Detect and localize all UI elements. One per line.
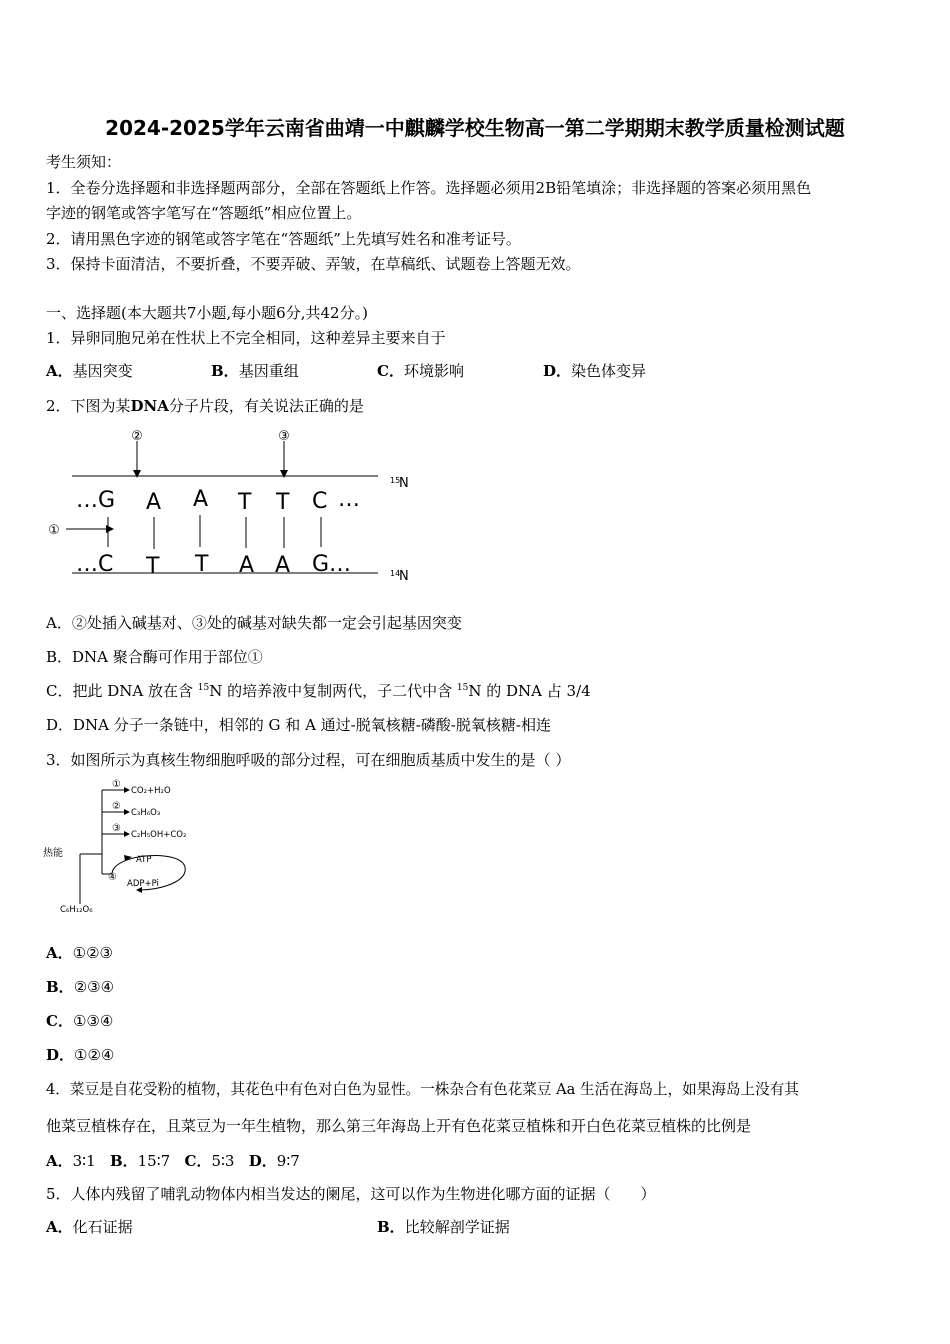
q3-option-c[interactable]: C．①③④ — [46, 1012, 114, 1030]
page-title: 2024-2025学年云南省曲靖一中麒麟学校生物高一第二学期期末教学质量检测试题 — [105, 116, 845, 140]
top-base-2: A — [146, 490, 162, 515]
respiration-diagram — [40, 774, 240, 916]
q4-option-d[interactable]: D．9∶7 — [248, 1152, 300, 1170]
q4-options — [46, 1150, 300, 1171]
marker-3: ③ — [278, 429, 290, 444]
marker-2-resp: ② — [112, 801, 121, 812]
q2-option-a[interactable]: A．②处插入碱基对、③处的碱基对缺失都一定会引起基因突变 — [46, 614, 462, 632]
notice-item-1a: 1．全卷分选择题和非选择题两部分，全部在答题纸上作答。选择题必须用2B铅笔填涂；非选择题的答案必须用黑色 — [46, 179, 812, 197]
notice-heading: 考生须知： — [46, 153, 122, 171]
bottom-label: N — [399, 569, 409, 584]
top-base-6: C — [312, 489, 328, 514]
q2-option-d[interactable]: D．DNA 分子一条链中，相邻的 G 和 A 通过-脱氧核糖-磷酸-脱氧核糖-相连 — [46, 716, 551, 734]
q5-stem: 5．人体内残留了哺乳动物体内相当发达的阑尾，这可以作为生物进化哪方面的证据（ ） — [46, 1185, 656, 1203]
q4-option-a[interactable]: A．3∶1 — [46, 1152, 96, 1170]
marker-4-resp: ④ — [108, 872, 117, 883]
q1-option-c[interactable]: C．环境影响 — [377, 362, 464, 380]
adp-label: ADP+Pi — [127, 879, 159, 889]
glucose-label: C₆H₁₂O₆ — [60, 905, 93, 915]
q4-option-b[interactable]: B．15∶7 — [109, 1152, 171, 1170]
q1-stem: 1．异卵同胞兄弟在性状上不完全相同，这种差异主要来自于 — [46, 329, 446, 347]
bottom-base-3: T — [195, 552, 209, 577]
top-base-4: T — [238, 490, 252, 515]
product-3: C₂H₅OH+CO₂ — [131, 830, 187, 840]
q3-option-a[interactable]: A．①②③ — [46, 944, 113, 962]
heat-label: 热能 — [43, 848, 63, 859]
section-heading: 一、选择题(本大题共7小题,每小题6分,共42分。) — [46, 304, 368, 322]
top-label: N — [399, 476, 409, 491]
bottom-base-5: A — [275, 553, 291, 578]
q4-stem-line1: 4．菜豆是自花受粉的植物，其花色中有色对白色为显性。一株杂合有色花菜豆 Aa 生活在海岛上，如果海岛上没有其 — [46, 1081, 799, 1098]
q3-stem: 3．如图所示为真核生物细胞呼吸的部分过程，可在细胞质基质中发生的是（ ） — [46, 751, 571, 769]
q1-option-d[interactable]: D．染色体变异 — [543, 362, 647, 380]
bottom-label-sup: 14 — [390, 569, 401, 578]
q4-stem-line2: 他菜豆植株存在，且菜豆为一年生植物，那么第三年海岛上开有色花菜豆植株和开白色花菜豆植株的比例是 — [46, 1117, 752, 1135]
q1-option-a[interactable]: A．基因突变 — [46, 362, 133, 380]
bottom-base-4: A — [239, 553, 255, 578]
top-base-5: T — [276, 490, 290, 515]
q2-stem: 2．下图为某DNA分子片段，有关说法正确的是 — [46, 397, 364, 415]
notice-item-3: 3．保持卡面清洁，不要折叠，不要弄破、弄皱，在草稿纸、试题卷上答题无效。 — [46, 255, 581, 273]
q1-option-b[interactable]: B．基因重组 — [211, 362, 299, 380]
q5-option-b[interactable]: B．比较解剖学证据 — [377, 1218, 510, 1236]
notice-item-2: 2．请用黑色字迹的钢笔或答字笔在“答题纸”上先填写姓名和准考证号。 — [46, 230, 521, 248]
bottom-base-2: T — [146, 554, 160, 579]
q3-option-d[interactable]: D．①②④ — [46, 1046, 115, 1064]
marker-1-resp: ① — [112, 779, 121, 790]
notice-item-1b: 字迹的钢笔或答字笔写在“答题纸”相应位置上。 — [46, 204, 362, 222]
q4-option-c[interactable]: C．5∶3 — [184, 1152, 235, 1170]
product-2: C₃H₆O₃ — [131, 808, 161, 818]
q5-option-a[interactable]: A．化石证据 — [46, 1218, 133, 1236]
marker-3-resp: ③ — [112, 823, 121, 834]
top-base-3: A — [193, 487, 209, 512]
top-base-1: …G — [76, 488, 116, 513]
q3-option-b[interactable]: B．②③④ — [46, 978, 115, 996]
dna-diagram — [40, 425, 430, 585]
top-base-7: … — [338, 487, 360, 512]
bottom-base-1: …C — [76, 552, 114, 577]
top-label-sup: 15 — [390, 476, 401, 485]
q2-option-b[interactable]: B．DNA 聚合酶可作用于部位① — [46, 648, 263, 666]
q2-option-c[interactable]: C．把此 DNA 放在含 $^{15}$N 的培养液中复制两代，子二代中含 $^{15}$N 的 DNA 占 3/4 — [46, 682, 591, 700]
marker-2: ② — [131, 429, 143, 444]
product-1: CO₂+H₂O — [131, 786, 171, 796]
bottom-base-6: G… — [312, 552, 352, 577]
atp-label: ATP — [136, 855, 152, 865]
marker-1: ① — [48, 523, 60, 538]
